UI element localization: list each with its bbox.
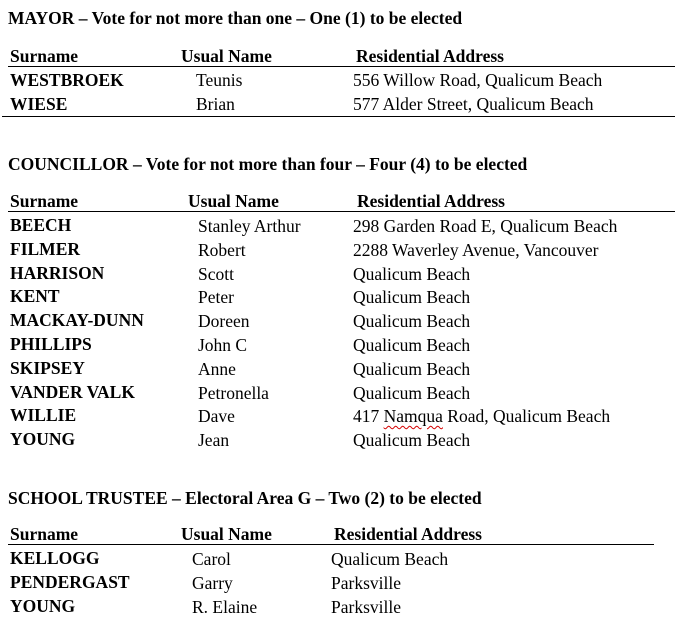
surname: FILMER	[10, 239, 80, 259]
usual-name: Carol	[192, 549, 231, 569]
trustee-header-rule	[8, 544, 654, 545]
councillor-col-address: Residential Address	[357, 191, 505, 211]
surname: WIESE	[10, 94, 68, 114]
usual-name: Petronella	[198, 383, 269, 403]
surname: VANDER VALK	[10, 382, 135, 402]
address: Qualicum Beach	[353, 359, 471, 379]
surname: PENDERGAST	[10, 572, 130, 592]
councillor-col-usual-name: Usual Name	[188, 191, 279, 211]
surname: KENT	[10, 286, 60, 306]
councillor-col-surname: Surname	[10, 191, 79, 211]
usual-name: Teunis	[196, 70, 243, 90]
surname: SKIPSEY	[10, 358, 85, 378]
surname: KELLOGG	[10, 548, 100, 568]
address: 2288 Waverley Avenue, Vancouver	[353, 240, 599, 260]
trustee-col-usual-name: Usual Name	[181, 524, 272, 544]
usual-name: Anne	[198, 359, 236, 379]
mayor-bottom-rule	[2, 116, 675, 117]
surname: WILLIE	[10, 405, 77, 425]
address: Qualicum Beach	[353, 335, 471, 355]
usual-name: Dave	[198, 406, 235, 426]
address: Qualicum Beach	[331, 549, 449, 569]
spellcheck-flagged-word: Namqua	[383, 406, 443, 426]
address-part: Road, Qualicum Beach	[442, 406, 611, 426]
address: Qualicum Beach	[353, 383, 471, 403]
trustee-col-address: Residential Address	[334, 524, 482, 544]
councillor-header-rule	[8, 211, 675, 212]
usual-name: Garry	[192, 573, 233, 593]
mayor-heading: MAYOR – Vote for not more than one – One (1) to be elected	[8, 8, 463, 28]
mayor-col-address: Residential Address	[356, 46, 504, 66]
usual-name: Doreen	[198, 311, 250, 331]
surname: YOUNG	[10, 596, 76, 616]
mayor-col-surname: Surname	[10, 46, 79, 66]
address: 298 Garden Road E, Qualicum Beach	[353, 216, 618, 236]
usual-name: Brian	[196, 94, 235, 114]
surname: BEECH	[10, 215, 72, 235]
address: 577 Alder Street, Qualicum Beach	[353, 94, 594, 114]
address: Qualicum Beach	[353, 287, 471, 307]
address: 556 Willow Road, Qualicum Beach	[353, 70, 603, 90]
address: Qualicum Beach	[353, 430, 471, 450]
trustee-heading: SCHOOL TRUSTEE – Electoral Area G – Two (2) to be elected	[8, 488, 482, 508]
mayor-header-rule	[8, 66, 675, 67]
surname: HARRISON	[10, 263, 105, 283]
councillor-heading: COUNCILLOR – Vote for not more than four – Four (4) to be elected	[8, 154, 528, 174]
usual-name: R. Elaine	[192, 597, 258, 617]
address: Parksville	[331, 597, 401, 617]
address: Qualicum Beach	[353, 311, 471, 331]
surname: MACKAY-DUNN	[10, 310, 144, 330]
usual-name: Jean	[198, 430, 230, 450]
address: Qualicum Beach	[353, 264, 471, 284]
usual-name: Stanley Arthur	[198, 216, 301, 236]
address: Parksville	[331, 573, 401, 593]
surname: WESTBROEK	[10, 70, 124, 90]
trustee-col-surname: Surname	[10, 524, 79, 544]
surname: YOUNG	[10, 429, 76, 449]
usual-name: John C	[198, 335, 248, 355]
surname: PHILLIPS	[10, 334, 92, 354]
mayor-col-usual-name: Usual Name	[181, 46, 272, 66]
usual-name: Robert	[198, 240, 246, 260]
usual-name: Scott	[198, 264, 234, 284]
address	[353, 406, 610, 426]
usual-name: Peter	[198, 287, 234, 307]
address-part: 417	[353, 406, 384, 426]
